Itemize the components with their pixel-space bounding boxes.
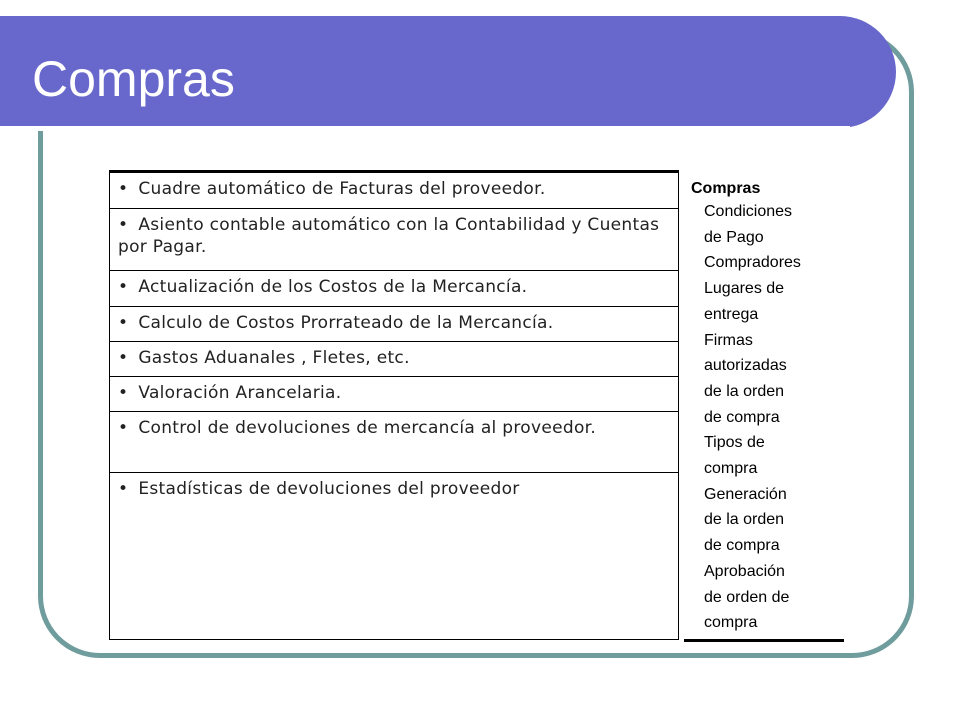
list-item: de la orden	[704, 382, 785, 400]
row-text: Estadísticas de devoluciones del proveedor	[138, 479, 520, 499]
list-item: autorizadas	[704, 357, 787, 375]
list-item: Condiciones	[704, 203, 793, 220]
row-text: Actualización de los Costos de la Mercancía.	[138, 277, 528, 297]
list-item: Compradores	[704, 254, 801, 272]
bullet-icon: •	[118, 479, 129, 499]
table-row	[110, 173, 678, 209]
table-row	[110, 209, 678, 271]
list-item: de la orden	[704, 511, 785, 529]
list-item: entrega	[704, 305, 759, 323]
list-item: de compra	[704, 408, 780, 426]
table-row	[110, 342, 678, 377]
table-row	[110, 412, 678, 473]
side-panel-title: Compras	[691, 180, 761, 197]
list-item: de compra	[704, 537, 780, 555]
list-item: Aprobación	[704, 562, 785, 580]
bullet-icon: •	[118, 277, 129, 297]
row-text: Control de devoluciones de mercancía al proveedor.	[138, 418, 597, 438]
title-bar	[0, 16, 896, 128]
page-title: Compras	[32, 51, 235, 107]
table-row	[110, 271, 678, 307]
table-row	[110, 377, 678, 412]
bullet-icon: •	[118, 215, 129, 235]
bullet-icon: •	[118, 348, 129, 368]
row-text: Cuadre automático de Facturas del proveedor.	[138, 179, 546, 199]
bullet-icon: •	[118, 179, 129, 199]
bullet-icon: •	[118, 383, 129, 403]
list-item: de orden de	[704, 588, 790, 606]
side-panel	[684, 170, 844, 642]
row-text: Calculo de Costos Prorrateado de la Mercancía.	[138, 313, 554, 333]
row-text: Valoración Arancelaria.	[138, 383, 342, 403]
table-row	[110, 307, 678, 342]
list-item: Firmas	[704, 331, 753, 349]
features-table	[109, 170, 679, 640]
title-underline	[0, 126, 850, 131]
row-text: Gastos Aduanales , Fletes, etc.	[138, 348, 410, 368]
list-item: compra	[704, 614, 758, 632]
list-item: de Pago	[704, 228, 764, 246]
bullet-icon: •	[118, 418, 129, 438]
list-item: Lugares de	[704, 280, 785, 298]
list-item: Generación	[704, 485, 787, 503]
row-text: Asiento contable automático con la Contabilidad y Cuentas por Pagar.	[118, 215, 660, 257]
list-item: Tipos de	[704, 434, 765, 452]
list-item: compra	[704, 460, 758, 478]
bullet-icon: •	[118, 313, 129, 333]
side-panel-list	[704, 199, 844, 636]
table-row	[110, 473, 678, 639]
